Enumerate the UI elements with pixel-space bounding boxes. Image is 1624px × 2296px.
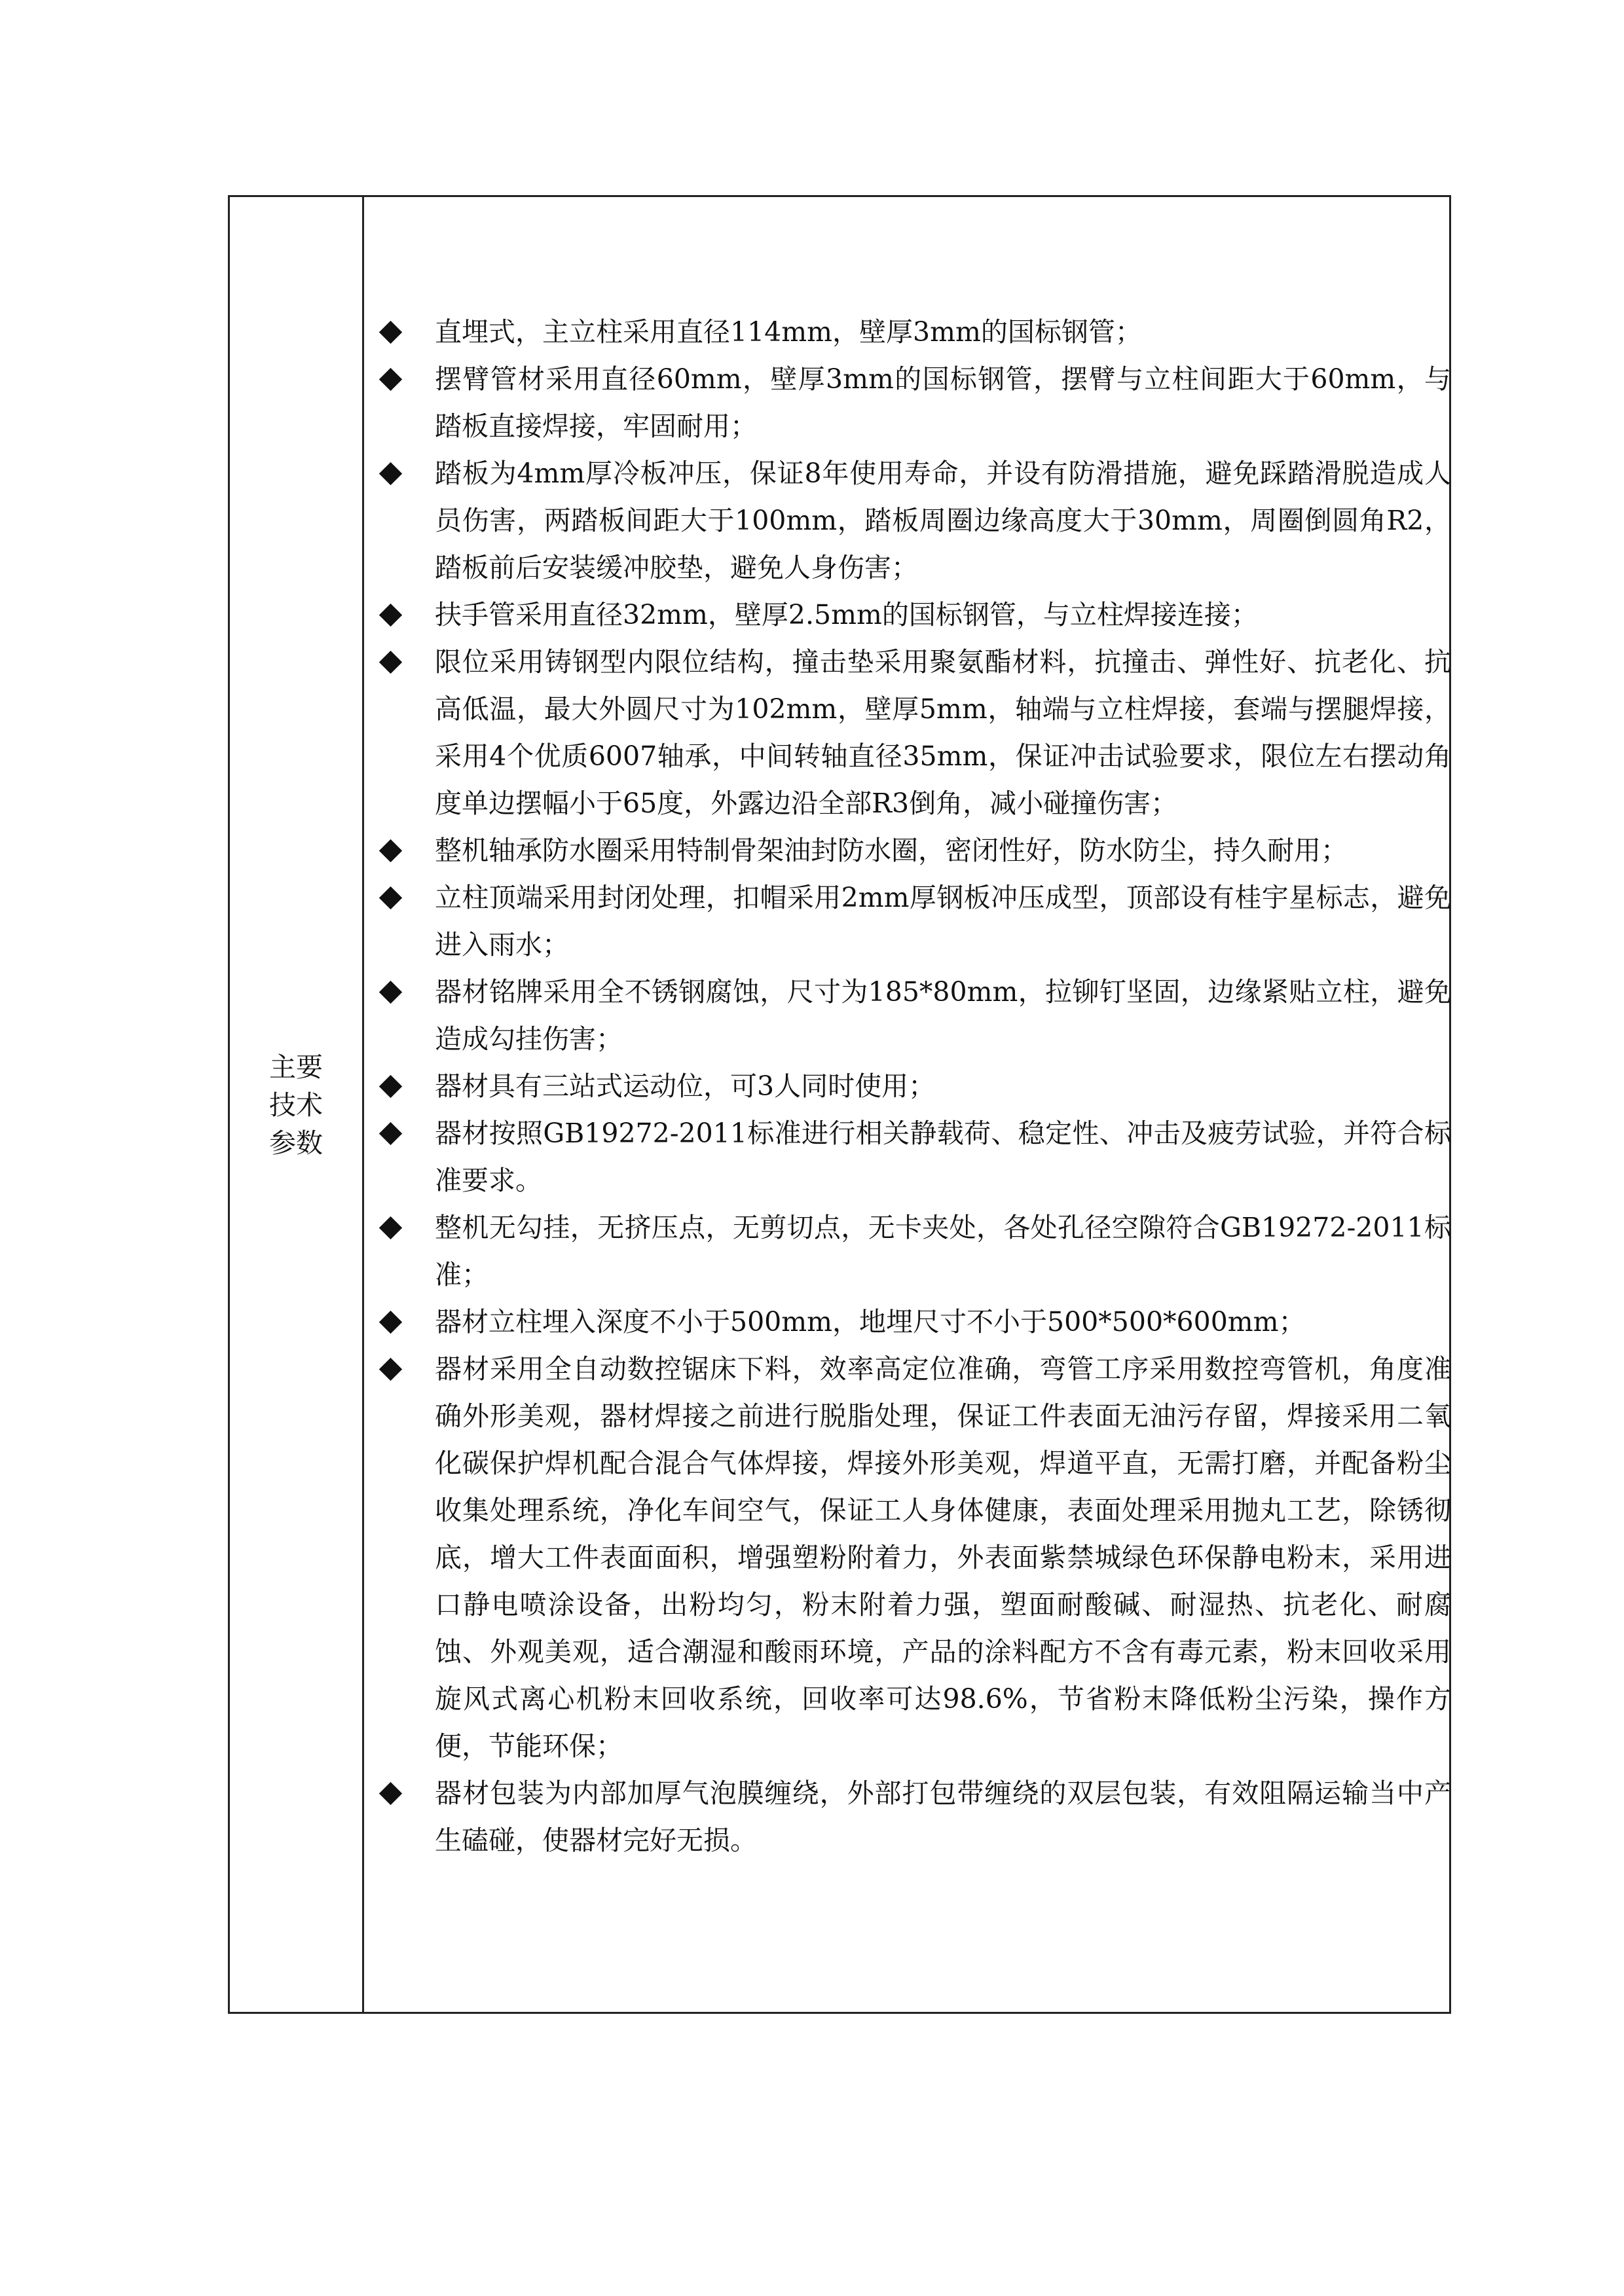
spec-item <box>364 638 1451 827</box>
diamond-bullet-icon <box>379 368 402 391</box>
diamond-bullet-icon <box>379 651 402 674</box>
spec-item <box>364 308 1451 355</box>
spec-item <box>364 874 1451 968</box>
spec-item <box>364 355 1451 450</box>
spec-item <box>364 1204 1451 1298</box>
spec-item-text: 整机轴承防水圈采用特制骨架油封防水圈，密闭性好，防水防尘，持久耐用； <box>435 835 1348 866</box>
diamond-bullet-icon <box>379 1216 402 1239</box>
diamond-bullet-icon <box>379 1122 402 1145</box>
spec-item-text: 立柱顶端采用封闭处理，扣帽采用2mm厚钢板冲压成型，顶部设有桂宇星标志，避免进入雨水； <box>435 882 1451 960</box>
spec-item <box>364 827 1451 874</box>
spec-item-text: 器材采用全自动数控锯床下料，效率高定位准确，弯管工序采用数控弯管机，角度准确外形美观，器材焊接之前进行脱脂处理，保证工件表面无油污存留，焊接采用二氧化碳保护焊机配合混合气体焊接，焊接外形美观，焊道平直，无需打磨，并配备粉尘收集处理系统，净化车间空气，保证工人身体健康，表面处理采用抛丸工艺，除锈彻底，增大工件表面面积，增强塑粉附着力，外表面紫禁城绿色环保静电粉末，采用进口静电喷涂设备，出粉均匀，粉末附着力强，塑面耐酸碱、耐湿热、抗老化、耐腐蚀、外观美观，适合潮湿和酸雨环境，产品的涂料配方不含有毒元素，粉末回收采用旋风式离心机粉末回收系统，回收率可达98.6%，节省粉末降低粉尘污染，操作方便，节能环保； <box>435 1353 1451 1762</box>
diamond-bullet-icon <box>379 1358 402 1381</box>
spec-item <box>364 1770 1451 1864</box>
spec-item-text: 器材按照GB19272-2011标准进行相关静载荷、稳定性、冲击及疲劳试验，并符合标准要求。 <box>435 1118 1451 1196</box>
diamond-bullet-icon <box>379 321 402 344</box>
spec-item-text: 摆臂管材采用直径60mm，壁厚3mm的国标钢管，摆臂与立柱间距大于60mm，与踏板直接焊接，牢固耐用； <box>435 363 1451 442</box>
label-cell <box>230 197 364 2012</box>
row-label-line: 主要 <box>269 1051 323 1083</box>
spec-bullet-list <box>364 308 1451 1864</box>
spec-item <box>364 1063 1451 1110</box>
diamond-bullet-icon <box>379 1311 402 1334</box>
row-label <box>230 1048 362 1162</box>
spec-item <box>364 591 1451 638</box>
spec-item-text: 限位采用铸钢型内限位结构，撞击垫采用聚氨酯材料，抗撞击、弹性好、抗老化、抗高低温，最大外圆尺寸为102mm，壁厚5mm，轴端与立柱焊接，套端与摆腿焊接，采用4个优质6007轴承，中间转轴直径35mm，保证冲击试验要求，限位左右摆动角度单边摆幅小于65度，外露边沿全部R3倒角，减小碰撞伤害； <box>435 646 1451 819</box>
diamond-bullet-icon <box>379 981 402 1004</box>
row-label-line: 技术 <box>269 1089 323 1121</box>
row-label-line: 参数 <box>269 1127 323 1159</box>
spec-item-text: 器材立柱埋入深度不小于500mm，地埋尺寸不小于500*500*600mm； <box>435 1306 1306 1338</box>
diamond-bullet-icon <box>379 886 402 909</box>
spec-item-text: 扶手管采用直径32mm，壁厚2.5mm的国标钢管，与立柱焊接连接； <box>435 599 1258 630</box>
diamond-bullet-icon <box>379 1075 402 1098</box>
diamond-bullet-icon <box>379 462 402 485</box>
content-cell <box>364 197 1449 2012</box>
spec-item <box>364 1110 1451 1204</box>
spec-item <box>364 968 1451 1063</box>
spec-item-text: 器材铭牌采用全不锈钢腐蚀，尺寸为185*80mm，拉铆钉坚固，边缘紧贴立柱，避免造成勾挂伤害； <box>435 976 1451 1055</box>
diamond-bullet-icon <box>379 839 402 862</box>
spec-item <box>364 450 1451 591</box>
spec-item-text: 整机无勾挂，无挤压点，无剪切点，无卡夹处，各处孔径空隙符合GB19272-2011标准； <box>435 1212 1451 1290</box>
spec-item-text: 踏板为4mm厚冷板冲压，保证8年使用寿命，并设有防滑措施，避免踩踏滑脱造成人员伤害，两踏板间距大于100mm，踏板周圈边缘高度大于30mm，周圈倒圆角R2，踏板前后安装缓冲胶垫，避免人身伤害； <box>435 458 1451 583</box>
spec-item-text: 器材具有三站式运动位，可3人同时使用； <box>435 1070 936 1102</box>
spec-item-text: 器材包装为内部加厚气泡膜缠绕，外部打包带缠绕的双层包装，有效阻隔运输当中产生磕碰，使器材完好无损。 <box>435 1777 1451 1856</box>
spec-item <box>364 1298 1451 1345</box>
spec-item-text: 直埋式，主立柱采用直径114mm，壁厚3mm的国标钢管； <box>435 316 1142 348</box>
spec-item <box>364 1345 1451 1770</box>
spec-table <box>228 195 1451 2014</box>
diamond-bullet-icon <box>379 604 402 627</box>
diamond-bullet-icon <box>379 1782 402 1805</box>
